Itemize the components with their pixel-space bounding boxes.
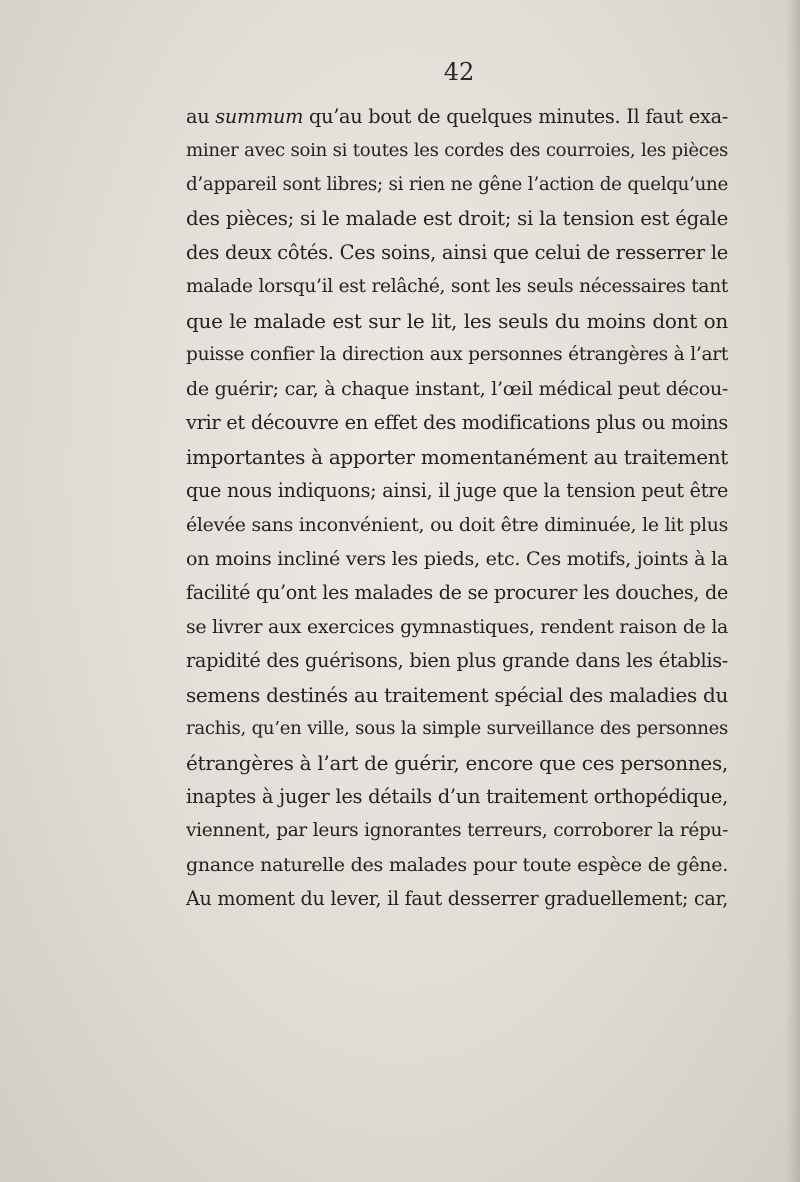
text-line: rapidité des guérisons, bien plus grande dans les établis- bbox=[186, 649, 728, 672]
text-line: des deux côtés. Ces soins, ainsi que celui de resserrer le bbox=[186, 241, 728, 264]
page-edge-shadow bbox=[786, 0, 800, 1182]
text-line: d’appareil sont libres; si rien ne gêne l’action de quelqu’une bbox=[186, 174, 728, 195]
text-line: viennent, par leurs ignorantes terreurs, corroborer la répu- bbox=[186, 820, 728, 841]
text-line: facilité qu’ont les malades de se procurer les douches, de bbox=[186, 581, 728, 604]
italic-word: summum bbox=[215, 105, 304, 128]
text-line: importantes à apporter momentanément au traitement bbox=[186, 445, 728, 469]
text-line: rachis, qu’en ville, sous la simple surveillance des personnes bbox=[186, 718, 728, 739]
text-line bbox=[186, 100, 728, 134]
text-line: se livrer aux exercices gymnastiques, rendent raison de la bbox=[186, 616, 728, 638]
text-line: de guérir; car, à chaque instant, l’œil médical peut décou- bbox=[186, 378, 728, 400]
text-line: puisse confier la direction aux personnes étrangères à l’art bbox=[186, 344, 728, 365]
text-line: des pièces; si le malade est droit; si la tension est égale bbox=[186, 207, 728, 230]
text-line: inaptes à juger les détails d’un traitement orthopédique, bbox=[186, 785, 728, 808]
text-line: que le malade est sur le lit, les seuls du moins dont on bbox=[186, 309, 728, 333]
text-line: élevée sans inconvénient, ou doit être diminuée, le lit plus bbox=[186, 514, 728, 536]
text-line-end: qu’au bout de quelques minutes. Il faut exa- bbox=[303, 105, 729, 128]
text-line: malade lorsqu’il est relâché, sont les seuls nécessaires tant bbox=[186, 276, 728, 297]
text-line: on moins incliné vers les pieds, etc. Ces motifs, joints à la bbox=[186, 547, 728, 570]
text-line: vrir et découvre en effet des modifications plus ou moins bbox=[186, 411, 728, 434]
text-line: que nous indiquons; ainsi, il juge que la tension peut être bbox=[186, 479, 728, 502]
text-line: gnance naturelle des malades pour toute espèce de gêne. bbox=[186, 854, 728, 876]
text-line: semens destinés au traitement spécial des maladies du bbox=[186, 683, 728, 707]
text-line: Au moment du lever, il faut desserrer graduellement; car, bbox=[186, 887, 728, 910]
text-line-start: au bbox=[186, 105, 216, 128]
text-line: miner avec soin si toutes les cordes des courroies, les pièces bbox=[186, 140, 728, 161]
page-number: 42 bbox=[443, 58, 475, 86]
text-line: étrangères à l’art de guérir, encore que ces personnes, bbox=[186, 751, 728, 775]
body-text bbox=[186, 100, 728, 916]
